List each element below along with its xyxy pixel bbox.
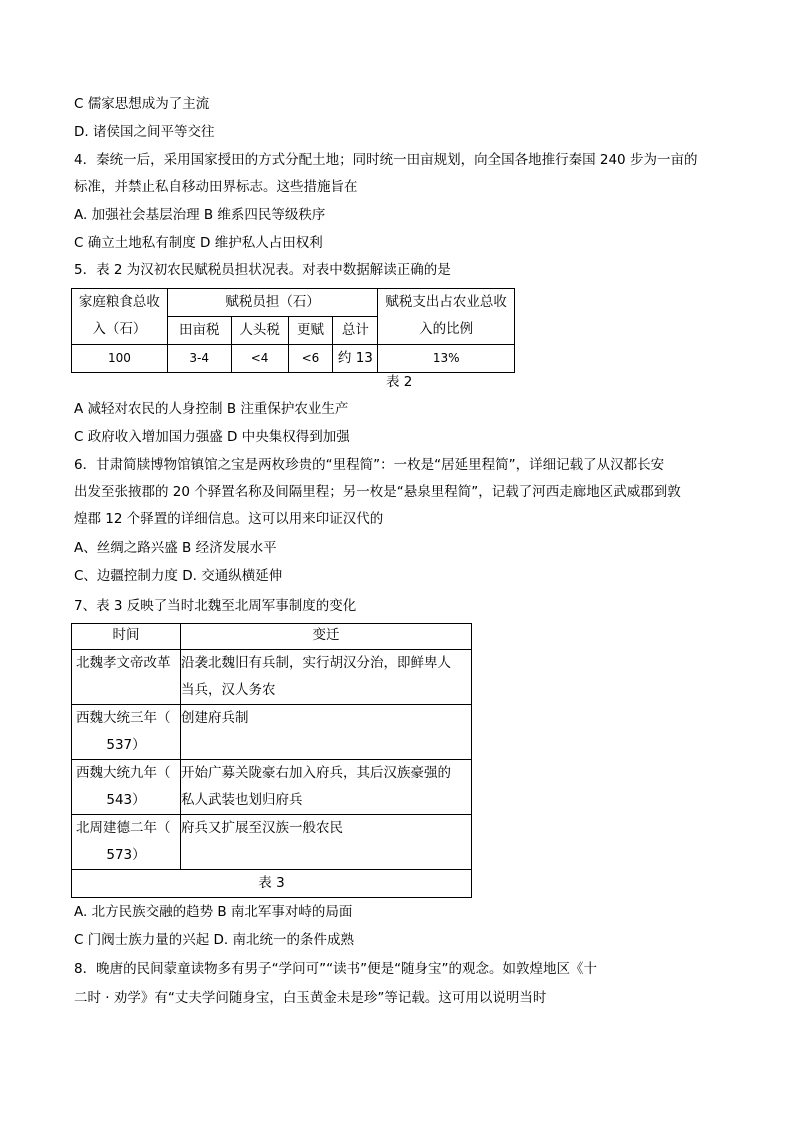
table2-header-income: [72, 289, 168, 345]
table2-sub-service-tax: 更赋: [288, 317, 333, 345]
q8-stem-line2: 二时 · 劝学》有“丈夫学问随身宝，白玉黄金未是珍”等记载。这可用以说明当时: [74, 990, 547, 1006]
table3-time-line2: 537）: [106, 737, 146, 753]
table3-change-cell: [181, 650, 472, 705]
q7-options-cd: C 门阀士族力量的兴起 D. 南北统一的条件成熟: [74, 932, 354, 948]
table-row: [72, 760, 472, 815]
q8-stem-line1: 8．晚唐的民间蒙童读物多有男子“学问可”“读书”便是“随身宝”的观念。如敦煌地区《十: [74, 961, 598, 977]
table2-caption: 表 2: [386, 374, 413, 390]
table3-change-cell: [181, 815, 472, 870]
q4-stem-line2: 标准，并禁止私自移动田界标志。这些措施旨在: [74, 179, 358, 195]
table3-time-line2: 573）: [106, 847, 146, 863]
q4-options-cd: C 确立土地私有制度 D 维护私人占田权利: [74, 235, 323, 251]
table2-cell-service-tax: <6: [288, 345, 333, 373]
table3-change-line2: 私人武装也划归府兵: [181, 792, 303, 808]
table2-header-income-line2: 入（石）: [92, 321, 147, 337]
table3-time-cell: [72, 815, 181, 870]
q7-options-ab: A. 北方民族交融的趋势 B 南北军事对峙的局面: [74, 904, 353, 920]
table3-change-cell: [181, 705, 472, 760]
table2-cell-poll-tax: <4: [231, 345, 288, 373]
q6-stem-line1: 6．甘肃简牍博物馆镇馆之宝是两枚珍贵的“里程简”：一枚是“居延里程简”，详细记载了从汉都长安: [74, 457, 665, 473]
table3-header-time: 时间: [72, 624, 181, 650]
table3-time-line1: 西魏大统九年（: [76, 765, 171, 781]
table3-caption: 表 3: [72, 870, 472, 898]
q3-option-c: C 儒家思想成为了主流: [74, 96, 210, 112]
table-row: [72, 650, 472, 705]
table3-time-line2: 543）: [106, 792, 146, 808]
q6-options-cd: C、边疆控制力度 D. 交通纵横延伸: [74, 568, 283, 584]
q4-stem-line1: 4．秦统一后，采用国家授田的方式分配土地；同时统一田亩规划，向全国各地推行秦国 240 步为一亩的: [74, 152, 698, 168]
table3-change-line1: 府兵又扩展至汉族一般农民: [181, 820, 343, 836]
table2-header-ratio-line2: 入的比例: [419, 321, 474, 337]
table3-time-cell: [72, 760, 181, 815]
table2-header-income-line1: 家庭粮食总收: [78, 294, 160, 310]
table3-time-line1: 北魏孝文帝改革: [76, 655, 171, 671]
q4-options-ab: A. 加强社会基层治理 B 维系四民等级秩序: [74, 207, 326, 223]
table3-time-line1: 西魏大统三年（: [76, 710, 171, 726]
table3-time-line1: 北周建德二年（: [76, 820, 171, 836]
table3-header-change: 变迁: [181, 624, 472, 650]
table3-change-line1: 创建府兵制: [181, 710, 249, 726]
table3-change-cell: [181, 760, 472, 815]
q5-stem: 5．表 2 为汉初农民赋税员担状况表。对表中数据解读正确的是: [74, 262, 451, 278]
table-3: [71, 623, 472, 898]
table2-sub-total: 总计: [333, 317, 378, 345]
table-row: [72, 705, 472, 760]
q3-option-d: D. 诸侯国之间平等交往: [74, 124, 215, 140]
q6-options-ab: A、丝绸之路兴盛 B 经济发展水平: [74, 540, 277, 556]
table2-header-burden: 赋税员担（石）: [167, 289, 378, 317]
table-row: [72, 815, 472, 870]
q6-stem-line3: 煌郡 12 个驿置的详细信息。这可以用来印证汉代的: [74, 511, 384, 527]
table3-time-cell: [72, 650, 181, 705]
table2-cell-total: 约 13: [333, 345, 378, 373]
table2-cell-land-tax: 3-4: [167, 345, 231, 373]
table3-change-line1: 沿袭北魏旧有兵制，实行胡汉分治，即鲜卑人: [181, 655, 451, 671]
table3-change-line2: 当兵，汉人务农: [181, 682, 276, 698]
table2-sub-land-tax: 田亩税: [167, 317, 231, 345]
table2-cell-income: 100: [72, 345, 168, 373]
table2-sub-poll-tax: 人头税: [231, 317, 288, 345]
table2-header-ratio: [378, 289, 515, 345]
table2-header-ratio-line1: 赋税支出占农业总收: [385, 294, 507, 310]
q7-stem: 7、表 3 反映了当时北魏至北周军事制度的变化: [74, 598, 357, 614]
q6-stem-line2: 出发至张掖郡的 20 个驿置名称及间隔里程；另一枚是“悬泉里程简”，记载了河西走廊地区武威郡到敦: [74, 484, 681, 500]
q5-options-cd: C 政府收入增加国力强盛 D 中央集权得到加强: [74, 429, 350, 445]
table2-cell-ratio: 13%: [378, 345, 515, 373]
table3-time-cell: [72, 705, 181, 760]
table-2: [71, 288, 515, 373]
q5-options-ab: A 减轻对农民的人身控制 B 注重保护农业生产: [74, 401, 349, 417]
table3-change-line1: 开始广募关陇豪右加入府兵，其后汉族豪强的: [181, 765, 451, 781]
